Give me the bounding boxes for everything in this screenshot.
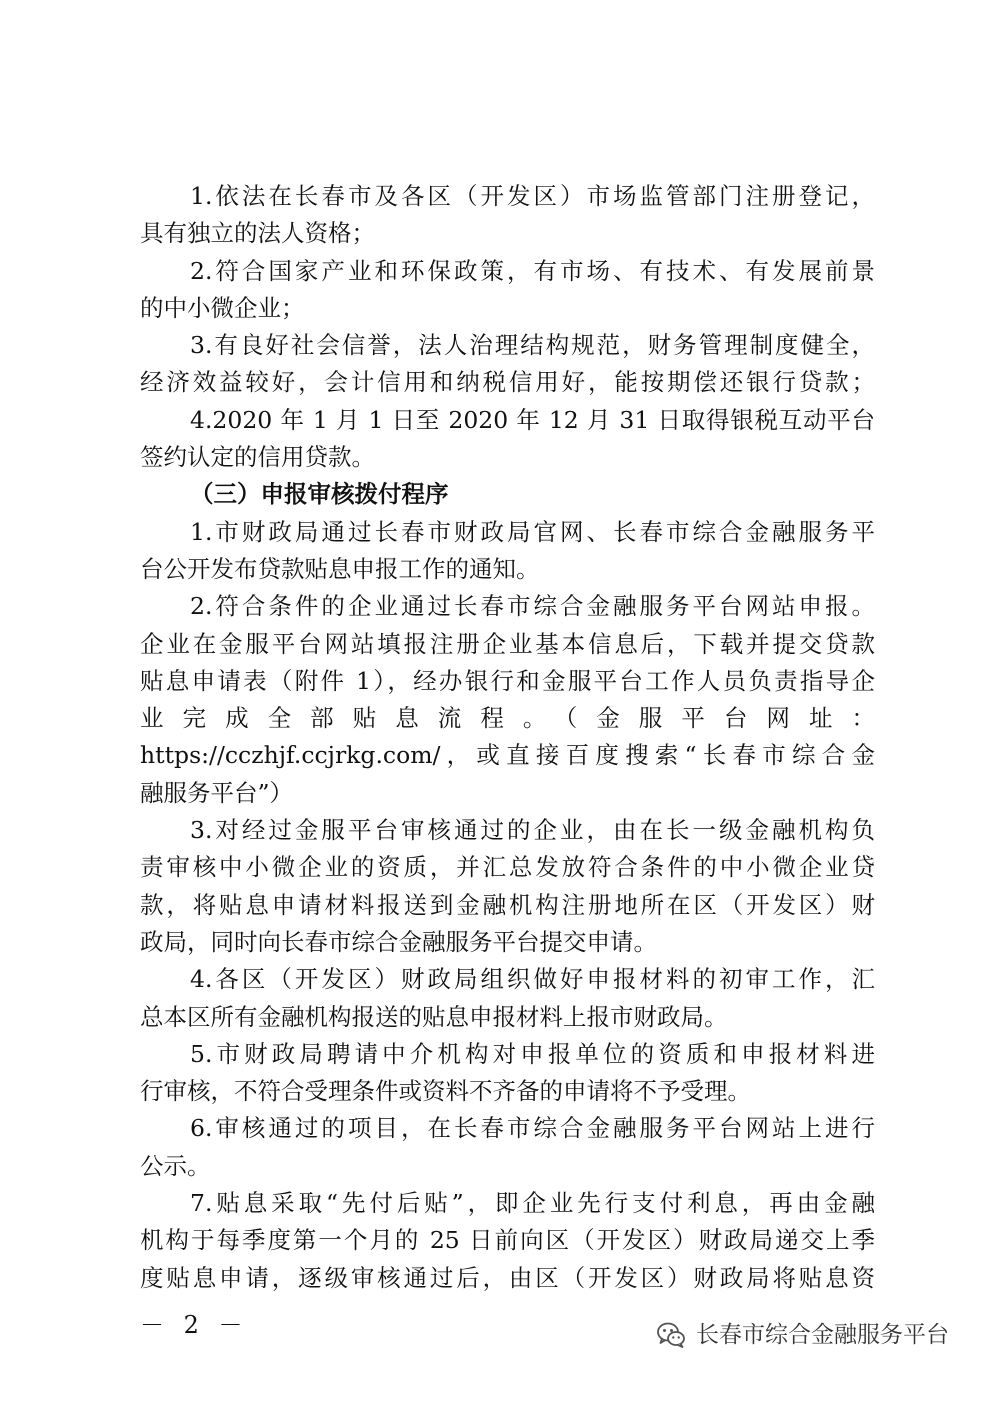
paragraph-1-line-1: 1.依法在长春市及各区（开发区）市场监管部门注册登记， — [190, 182, 875, 210]
procedure-2-line-1: 2.符合条件的企业通过长春市综合金融服务平台网站申报。 — [190, 592, 875, 621]
paragraph-4-line-1: 4.2020 年 1 月 1 日至 2020 年 12 月 31 日取得银税互动平台 — [190, 405, 875, 434]
procedure-7-line-3: 度贴息申请，逐级审核通过后，由区（开发区）财政局将贴息资 — [140, 1263, 875, 1292]
procedure-2-line-4: 业完成全部贴息流程。（金服平台网址： — [140, 704, 875, 733]
wechat-watermark — [656, 1318, 949, 1352]
section-heading: （三）申报审核拨付程序 — [190, 480, 449, 509]
paragraph-4-line-2: 签约认定的信用贷款。 — [140, 443, 375, 472]
paragraph-2-line-2: 的中小微企业； — [140, 293, 305, 322]
procedure-3-line-2: 责审核中小微企业的资质，并汇总发放符合条件的中小微企业贷 — [140, 853, 875, 882]
procedure-4-line-2: 总本区所有金融机构报送的贴息申报材料上报市财政局。 — [140, 1002, 728, 1031]
page-number: － 2 － — [140, 1311, 249, 1339]
procedure-2-line-3: 贴息申请表（附件 1），经办银行和金服平台工作人员负责指导企 — [140, 666, 875, 695]
paragraph-3-line-1: 3.有良好社会信誉，法人治理结构规范，财务管理制度健全， — [190, 331, 875, 360]
procedure-6-line-1: 6.审核通过的项目，在长春市综合金融服务平台网站上进行 — [190, 1114, 875, 1143]
procedure-2-line-6: 融服务平台”） — [140, 778, 294, 807]
procedure-2-line-5: https://cczhjf.ccjrkg.com/，或直接百度搜索“长春市综合金 — [140, 741, 875, 770]
watermark-text: 长春市综合金融服务平台 — [696, 1322, 949, 1348]
paragraph-3-line-2: 经济效益较好，会计信用和纳税信用好，能按期偿还银行贷款； — [140, 368, 875, 397]
wechat-icon — [656, 1320, 686, 1350]
procedure-7-line-1: 7.贴息采取“先付后贴”，即企业先行支付利息，再由金融 — [190, 1189, 875, 1218]
procedure-3-line-4: 政局，同时向长春市综合金融服务平台提交申请。 — [140, 927, 657, 956]
document-body — [140, 178, 875, 1297]
procedure-3-line-1: 3.对经过金服平台审核通过的企业，由在长一级金融机构负 — [190, 816, 875, 845]
paragraph-1-line-2: 具有独立的法人资格； — [140, 219, 375, 248]
procedure-6-line-2: 公示。 — [140, 1151, 211, 1180]
procedure-1-line-1: 1.市财政局通过长春市财政局官网、长春市综合金融服务平 — [190, 517, 875, 546]
procedure-3-line-3: 款，将贴息申请材料报送到金融机构注册地所在区（开发区）财 — [140, 890, 875, 919]
procedure-2-line-2: 企业在金服平台网站填报注册企业基本信息后，下载并提交贷款 — [140, 629, 875, 658]
procedure-4-line-1: 4.各区（开发区）财政局组织做好申报材料的初审工作，汇 — [190, 965, 875, 994]
procedure-5-line-1: 5.市财政局聘请中介机构对申报单位的资质和申报材料进 — [190, 1039, 875, 1068]
procedure-5-line-2: 行审核，不符合受理条件或资料不齐备的申请将不予受理。 — [140, 1077, 751, 1106]
paragraph-2-line-1: 2.符合国家产业和环保政策，有市场、有技术、有发展前景 — [190, 256, 875, 285]
procedure-1-line-2: 台公开发布贷款贴息申报工作的通知。 — [140, 554, 540, 583]
procedure-7-line-2: 机构于每季度第一个月的 25 日前向区（开发区）财政局递交上季 — [140, 1226, 875, 1255]
